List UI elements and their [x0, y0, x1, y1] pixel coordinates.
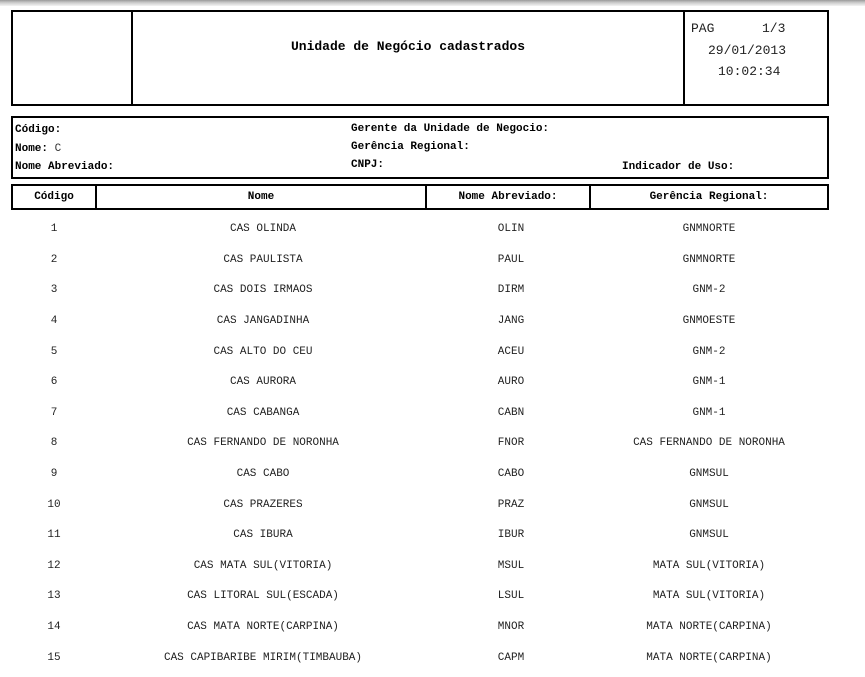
filter-cnpj-label: CNPJ:: [351, 159, 385, 171]
cell-codigo: 11: [47, 529, 61, 542]
cell-gerencia-regional: MATA NORTE(CARPINA): [646, 621, 772, 634]
cell-nome: CAS OLINDA: [229, 223, 296, 236]
table-header: [11, 184, 829, 210]
cell-nome-abreviado: LSUL: [497, 590, 525, 603]
page-number: 1/3: [762, 21, 786, 36]
filter-gerencia-regional-label: Gerência Regional:: [351, 141, 470, 153]
cell-codigo: 13: [47, 590, 61, 603]
table-row: [11, 275, 825, 306]
filter-gerente: [351, 123, 556, 135]
cell-nome-abreviado: CAPM: [497, 651, 525, 664]
column-header-nome: Nome: [97, 186, 427, 208]
cell-codigo: 14: [47, 621, 61, 634]
table-body: [11, 214, 825, 673]
table-row: [11, 245, 825, 276]
table-row: [11, 520, 825, 551]
cell-codigo: 6: [50, 376, 58, 389]
table-row: [11, 489, 825, 520]
filter-nome-label: Nome:: [15, 143, 49, 155]
cell-codigo: 3: [50, 284, 58, 297]
filter-criteria: [11, 116, 829, 179]
cell-gerencia-regional: GNM-1: [692, 406, 726, 419]
cell-gerencia-regional: GNM-2: [692, 345, 726, 358]
cell-gerencia-regional: GNM-1: [692, 376, 726, 389]
cell-nome-abreviado: MNOR: [497, 621, 525, 634]
cell-nome: CAS DOIS IRMAOS: [213, 284, 313, 297]
cell-nome-abreviado: DIRM: [497, 284, 525, 297]
cell-nome: CAS CABO: [236, 468, 290, 481]
cell-codigo: 8: [50, 437, 58, 450]
table-row: [11, 428, 825, 459]
table-row: [11, 336, 825, 367]
filter-nome-abreviado: [15, 161, 121, 173]
cell-nome: CAS MATA NORTE(CARPINA): [187, 621, 339, 634]
cell-nome: CAS ALTO DO CEU: [213, 345, 313, 358]
cell-nome: CAS FERNANDO DE NORONHA: [187, 437, 339, 450]
cell-nome: CAS MATA SUL(VITORIA): [193, 559, 333, 572]
table-row: [11, 612, 825, 643]
cell-nome: CAS CABANGA: [226, 406, 300, 419]
cell-nome-abreviado: JANG: [497, 315, 525, 328]
filter-gerencia-regional: [351, 141, 476, 153]
report-title: Unidade de Negócio cadastrados: [133, 12, 685, 104]
table-row: [11, 398, 825, 429]
filter-nome-value: C: [54, 143, 62, 155]
filter-gerente-label: Gerente da Unidade de Negocio:: [351, 123, 550, 135]
cell-nome-abreviado: CABN: [497, 406, 525, 419]
filter-indicador-uso-label: Indicador de Uso:: [622, 161, 735, 173]
filter-cnpj: [351, 159, 391, 171]
cell-nome-abreviado: OLIN: [497, 223, 525, 236]
filter-codigo-label: Código:: [15, 124, 62, 136]
filter-nome: [15, 143, 61, 155]
cell-codigo: 4: [50, 315, 58, 328]
cell-nome-abreviado: AURO: [497, 376, 525, 389]
page-label: PAG: [691, 21, 715, 36]
report-time: 10:02:34: [718, 64, 781, 79]
table-row: [11, 306, 825, 337]
cell-gerencia-regional: GNMNORTE: [682, 223, 736, 236]
cell-codigo: 2: [50, 253, 58, 266]
cell-nome: CAS IBURA: [233, 529, 293, 542]
cell-gerencia-regional: GNM-2: [692, 284, 726, 297]
cell-codigo: 7: [50, 406, 58, 419]
table-row: [11, 367, 825, 398]
cell-gerencia-regional: MATA SUL(VITORIA): [652, 559, 766, 572]
cell-nome: CAS LITORAL SUL(ESCADA): [187, 590, 339, 603]
cell-nome: CAS CAPIBARIBE MIRIM(TIMBAUBA): [163, 651, 363, 664]
report-meta: [687, 12, 827, 104]
table-row: [11, 551, 825, 582]
cell-gerencia-regional: MATA SUL(VITORIA): [652, 590, 766, 603]
cell-nome-abreviado: PAUL: [497, 253, 525, 266]
cell-nome-abreviado: FNOR: [497, 437, 525, 450]
report-date: 29/01/2013: [708, 43, 787, 58]
column-header-gerencia-regional: Gerência Regional:: [649, 191, 769, 203]
cell-codigo: 10: [47, 498, 61, 511]
cell-gerencia-regional: GNMSUL: [689, 498, 729, 511]
cell-nome-abreviado: IBUR: [497, 529, 525, 542]
logo-cell: [13, 12, 133, 104]
cell-codigo: 1: [50, 223, 58, 236]
filter-nome-abreviado-label: Nome Abreviado:: [15, 161, 115, 173]
cell-gerencia-regional: CAS FERNANDO DE NORONHA: [633, 437, 785, 450]
cell-gerencia-regional: GNMNORTE: [682, 253, 736, 266]
cell-gerencia-regional: GNMSUL: [689, 529, 729, 542]
cell-nome: CAS PAULISTA: [223, 253, 303, 266]
cell-codigo: 5: [50, 345, 58, 358]
cell-codigo: 12: [47, 559, 61, 572]
report-header: [11, 10, 829, 106]
cell-nome: CAS JANGADINHA: [216, 315, 310, 328]
cell-gerencia-regional: MATA NORTE(CARPINA): [646, 651, 772, 664]
table-row: [11, 642, 825, 673]
cell-nome-abreviado: PRAZ: [497, 498, 525, 511]
cell-codigo: 15: [47, 651, 61, 664]
cell-codigo: 9: [50, 468, 58, 481]
column-header-codigo: Código: [13, 186, 97, 208]
table-row: [11, 459, 825, 490]
filter-codigo: [15, 124, 68, 136]
cell-nome-abreviado: MSUL: [497, 559, 525, 572]
table-row: [11, 214, 825, 245]
cell-nome: CAS PRAZERES: [223, 498, 303, 511]
table-row: [11, 581, 825, 612]
window-top-shadow: [0, 0, 865, 6]
cell-nome-abreviado: ACEU: [497, 345, 525, 358]
cell-nome-abreviado: CABO: [497, 468, 525, 481]
filter-indicador-uso: [622, 161, 741, 173]
cell-gerencia-regional: GNMOESTE: [682, 315, 736, 328]
cell-nome: CAS AURORA: [229, 376, 296, 389]
cell-gerencia-regional: GNMSUL: [689, 468, 729, 481]
column-header-nome-abreviado: Nome Abreviado:: [427, 186, 591, 208]
